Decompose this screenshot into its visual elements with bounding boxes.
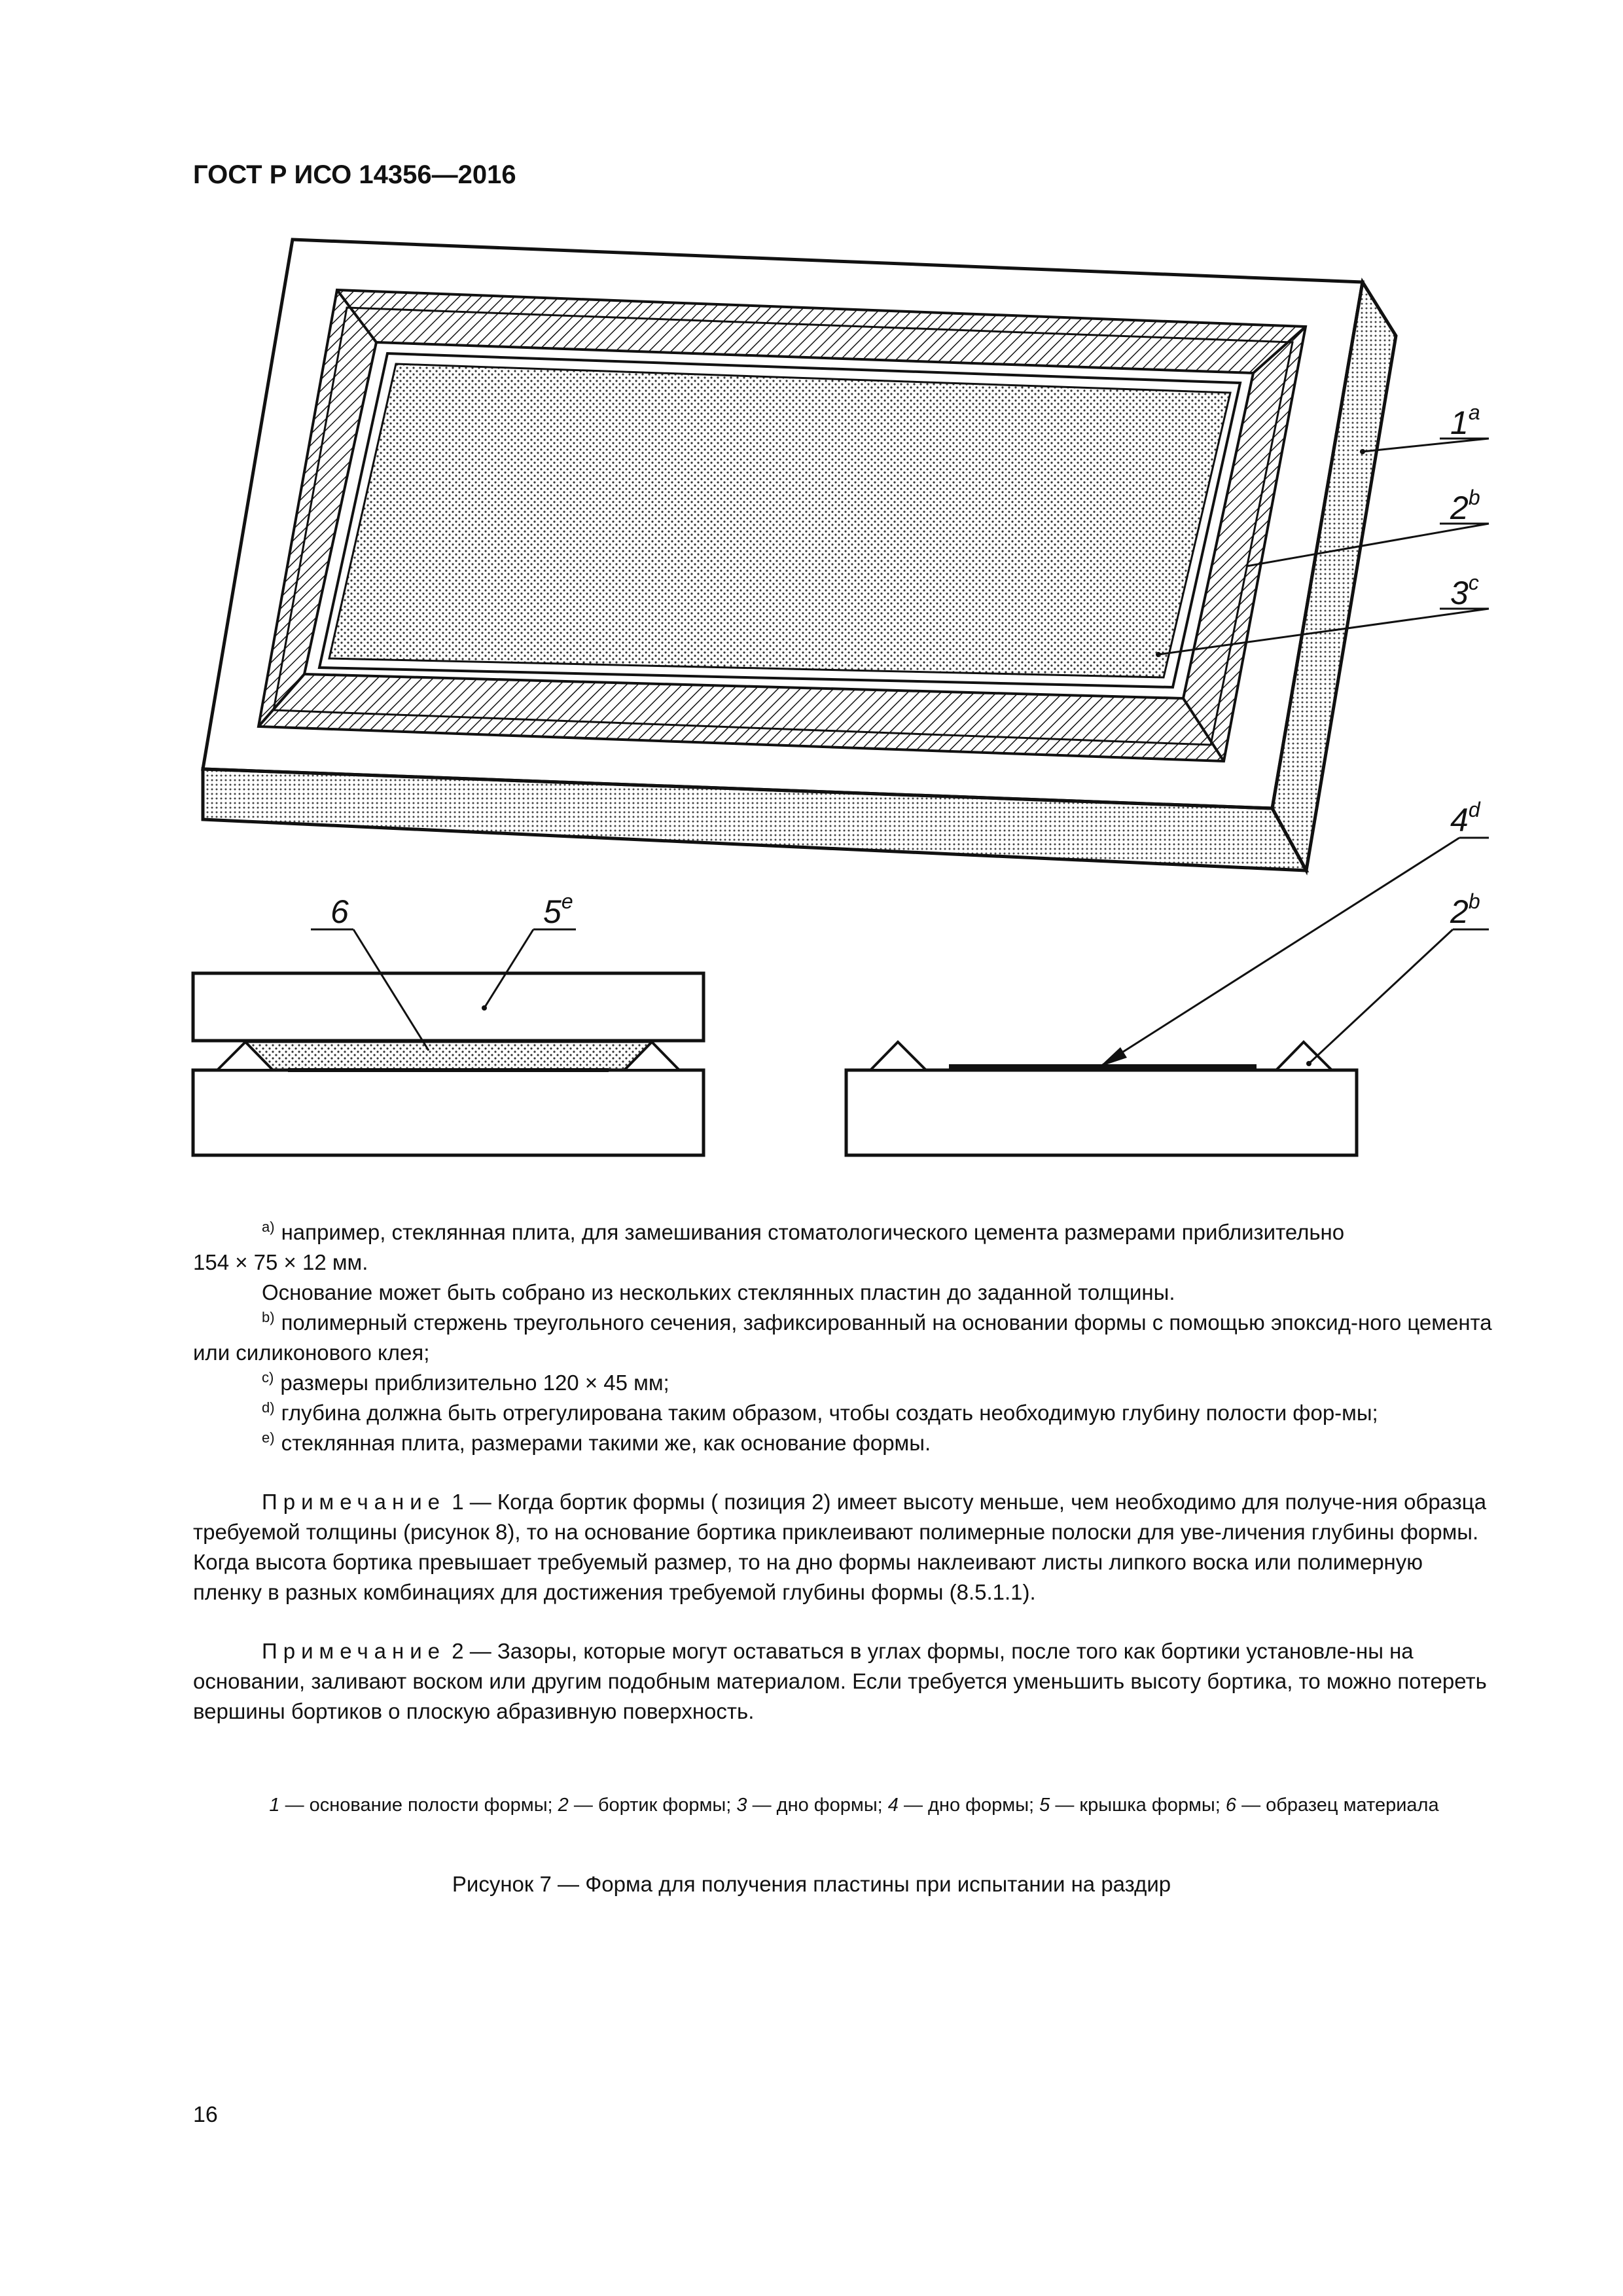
mold-cover <box>193 973 704 1041</box>
note-2: Примечание 2 — Зазоры, которые могут оставаться в углах формы, после того как бортики установле-ны на основании, заливают воском или другим подобным материалом. Если требуется уменьшить высоту бортика, то можно потереть вершины бортиков о плоскую абразивную поверхность. <box>193 1639 1487 1723</box>
footnote-d: $^{d)}$ глубина должна быть отрегулирована таким образом, чтобы создать необходимую глубину полости фор-мы; <box>262 1399 1378 1425</box>
label-6: 6 <box>330 893 349 930</box>
figure-notes <box>193 1217 1495 1727</box>
footnote-e: $^{e)}$ стеклянная плита, размерами такими же, как основание формы. <box>262 1429 931 1455</box>
page-number: 16 <box>193 2102 218 2127</box>
footnote-base: Основание может быть собрано из нескольких стеклянных пластин до заданной толщины. <box>262 1280 1175 1304</box>
rim-right-section-1 <box>870 1042 926 1070</box>
footnote-c: $^{c)}$ размеры приблизительно 120 × 45 мм; <box>262 1369 669 1395</box>
note-1: Примечание 1 — Когда бортик формы ( позиция 2) имеет высоту меньше, чем необходимо для получе-ния образца требуемой толщины (рисунок 8), то на основание бортика приклеивают полимерные полоски для уве-личения глубины формы. Когда высота бортика превышает требуемый размер, то на дно формы наклеивают листы липкого воска или полимерную пленку в разных комбинациях для достижения требуемой глубины формы (8.5.1.1). <box>193 1490 1487 1604</box>
label-2-section: 2$^b$ <box>1450 889 1480 930</box>
label-3: 3$^c$ <box>1450 571 1479 611</box>
figure-caption: Рисунок 7 — Форма для получения пластины при испытании на раздир <box>452 1872 1171 1896</box>
document-header: ГОСТ Р ИСО 14356—2016 <box>193 160 516 189</box>
label-1: 1$^a$ <box>1450 401 1480 441</box>
label-5: 5e <box>543 889 573 930</box>
label-2: 2$^b$ <box>1450 486 1480 526</box>
rim-right-section-2 <box>1276 1042 1332 1070</box>
figure-legend: 1 — основание полости формы; 2 — бортик формы; 3 — дно формы; 4 — дно формы; 5 — крышка формы; 6 — образец материала <box>269 1795 1439 1816</box>
mold-base-left <box>193 1070 704 1155</box>
mold-base-right <box>846 1070 1357 1155</box>
footnote-a-cont: 154 × 75 × 12 мм. <box>193 1250 368 1274</box>
specimen-material <box>245 1042 652 1070</box>
footnote-a: $^{a)}$ например, стеклянная плита, для замешивания стоматологического цемента размерами приблизительно <box>262 1219 1345 1244</box>
label-4: 4$^d$ <box>1450 798 1480 838</box>
footnote-b: $^{b)}$ полимерный стержень треугольного сечения, зафиксированный на основании формы с помощью эпоксид-ного цемента или силиконового клея; <box>193 1309 1492 1365</box>
